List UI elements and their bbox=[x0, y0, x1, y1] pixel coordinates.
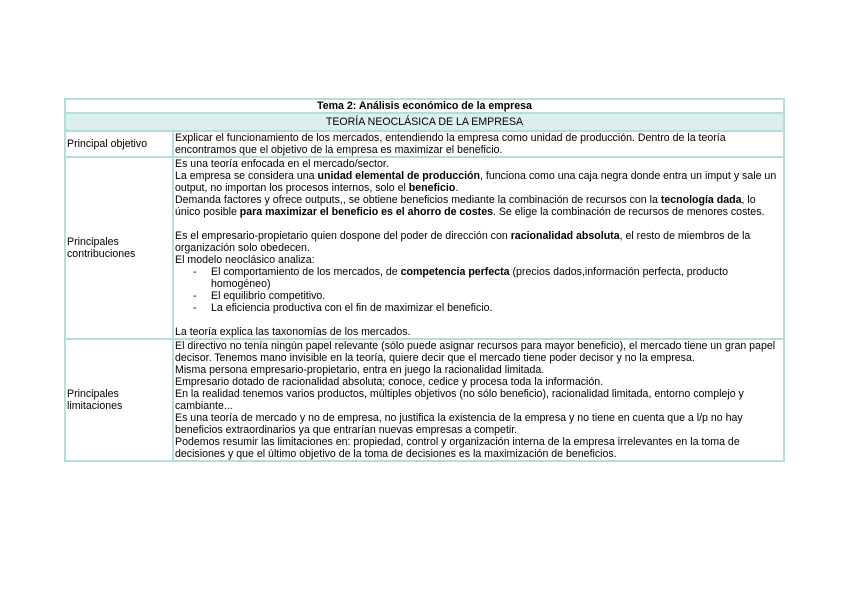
bold-text: tecnología dada bbox=[660, 194, 742, 206]
text-run: El comportamiento de los mercados, de bbox=[211, 266, 401, 278]
paragraph bbox=[175, 388, 782, 412]
text-run: . Se elige la combinación de recursos de menores costes. bbox=[492, 206, 765, 218]
text-run: , el resto de miembros de la organización solo obedecen. bbox=[175, 230, 751, 254]
bold-text: para maximizar el beneficio es el ahorro de costes bbox=[239, 206, 493, 218]
paragraph bbox=[175, 412, 782, 436]
table-subtitle: TEORÍA NEOCLÁSICA DE LA EMPRESA bbox=[65, 113, 784, 131]
row-label: Principal objetivo bbox=[65, 131, 173, 157]
text-run: , funciona como una caja negra donde entra un imput y sale un output, no importan los procesos internos, solo el bbox=[175, 170, 777, 194]
text-run: Podemos resumir las limitaciones en: propiedad, control y organización interna de la empresa irrelevantes en la toma de decisiones y que el último objetivo de la toma de decisiones es la maximización de beneficios. bbox=[175, 436, 740, 460]
text-run: Es el empresario-propietario quien dospone del poder de dirección con bbox=[175, 230, 511, 242]
paragraph bbox=[175, 254, 782, 266]
row-label: Principales limitaciones bbox=[65, 339, 173, 461]
text-run: La empresa se considera una bbox=[175, 170, 318, 182]
paragraph bbox=[175, 218, 782, 230]
paragraph bbox=[175, 170, 782, 194]
text-run: La teoría explica las taxonomías de los mercados. bbox=[175, 326, 411, 338]
text-run: El modelo neoclásico analiza: bbox=[175, 254, 315, 266]
paragraph bbox=[175, 132, 782, 156]
paragraph bbox=[175, 230, 782, 254]
text-run: , lo único posible bbox=[175, 194, 756, 218]
text-run: Explicar el funcionamiento de los mercados, entendiendo la empresa como unidad de producción. Dentro de la teoría encontramos que el objetivo de la empresa es maximizar el beneficio. bbox=[175, 132, 726, 156]
text-run: Empresario dotado de racionalidad absoluta; conoce, cedice y procesa toda la información. bbox=[175, 376, 604, 388]
paragraph bbox=[175, 158, 782, 170]
text-run: Misma persona empresario-propietario, entra en juego la racionalidad limitada. bbox=[175, 364, 545, 376]
row-label: Principales contribuciones bbox=[65, 157, 173, 339]
bold-text: racionalidad absoluta bbox=[510, 230, 620, 242]
paragraph bbox=[175, 436, 782, 460]
table-title: Tema 2: Análisis económico de la empresa bbox=[65, 99, 784, 113]
text-run: Es una teoría enfocada en el mercado/sector. bbox=[175, 158, 389, 170]
text-run: La eficiencia productiva con el fin de maximizar el beneficio. bbox=[211, 302, 493, 314]
bold-text: competencia perfecta bbox=[400, 266, 510, 278]
table-row-contribuciones bbox=[65, 157, 784, 339]
row-content bbox=[173, 131, 784, 157]
row-content bbox=[173, 157, 784, 339]
paragraph bbox=[175, 314, 782, 326]
list-item bbox=[211, 266, 782, 290]
text-run: En la realidad tenemos varios productos, múltiples objetivos (no sólo beneficio), racionalidad limitada, entorno complejo y cambiante... bbox=[175, 388, 744, 412]
list-item bbox=[211, 302, 782, 314]
paragraph bbox=[175, 326, 782, 338]
paragraph bbox=[175, 194, 782, 218]
text-run: Es una teoría de mercado y no de empresa, no justifica la existencia de la empresa y no tiene en cuenta que a l/p no hay beneficios extraordinarios ya que entrarían nuevas empresas a competir. bbox=[175, 412, 743, 436]
bold-text: beneficio bbox=[408, 182, 456, 194]
theory-table bbox=[64, 98, 785, 462]
text-run: El directivo no tenía ningún papel relevante (sólo puede asignar recursos para mayor beneficio), el mercado tiene un gran papel decisor. Tenemos mano invisible en la teoría, quiere decir que el mercado tiene poder decisor y no la empresa. bbox=[175, 340, 776, 364]
bullet-list bbox=[175, 266, 782, 314]
text-run: (precios dados,información perfecta, producto homogéneo) bbox=[211, 266, 729, 290]
list-item bbox=[211, 290, 782, 302]
text-run: El equilibrio competitivo. bbox=[211, 290, 326, 302]
paragraph bbox=[175, 364, 782, 376]
text-run: Demanda factores y ofrece outputs,, se obtiene beneficios mediante la combinación de recursos con la bbox=[175, 194, 661, 206]
row-content bbox=[173, 339, 784, 461]
table-row-objetivo bbox=[65, 131, 784, 157]
bold-text: unidad elemental de producción bbox=[317, 170, 480, 182]
paragraph bbox=[175, 340, 782, 364]
text-run: . bbox=[455, 182, 459, 194]
paragraph bbox=[175, 376, 782, 388]
table-row-limitaciones bbox=[65, 339, 784, 461]
